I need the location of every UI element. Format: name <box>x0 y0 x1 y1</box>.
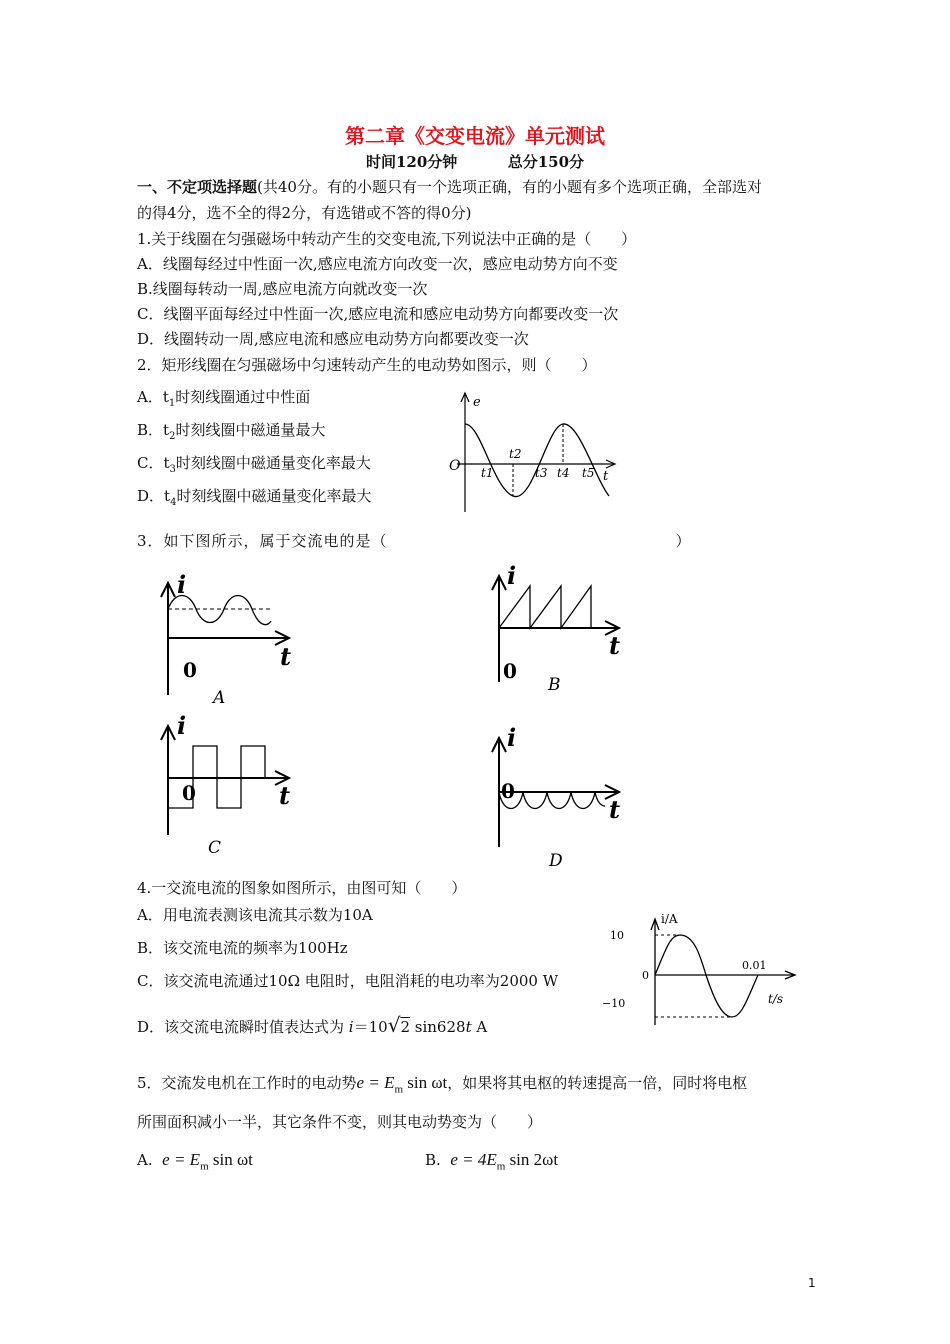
q1-stem: 1.关于线圈在匀强磁场中转动产生的交变电流,下列说法中正确的是（ ） <box>137 230 637 248</box>
q4-y-max: 10 <box>610 929 624 942</box>
q5-option-a: A. $e = E_m$ sin ωt <box>137 1150 253 1173</box>
q4-current-graph <box>600 905 800 1030</box>
q3b-caption: B <box>548 675 561 695</box>
q1-option-d: D．线圈转动一周,感应电流和感应电动势方向都要改变一次 <box>137 330 529 348</box>
q2-tick-t5: t5 <box>582 466 595 480</box>
q5-formula: $e = E_m$ sin ωt <box>356 1073 448 1096</box>
q3a-caption: A <box>213 688 226 708</box>
section-intro-2: 的得4分，选不全的得2分，有选错或不答的得0分) <box>137 204 472 222</box>
q3b-x-label: t <box>609 631 621 660</box>
q3a-origin: 0 <box>183 658 197 682</box>
q1-option-c: C．线圈平面每经过中性面一次,感应电流和感应电动势方向都要改变一次 <box>137 305 619 323</box>
exam-subtitle <box>0 151 950 172</box>
q1-option-b: B.线圈每转动一周,感应电流方向就改变一次 <box>137 280 428 298</box>
q3b-origin: 0 <box>503 659 517 683</box>
q4-option-c: C．该交流电流通过10Ω 电阻时，电阻消耗的电功率为2000 W <box>137 972 559 990</box>
page-title: 第二章《交变电流》单元测试 <box>345 124 605 148</box>
q5-stem-line1: 5．交流发电机在工作时的电动势$e = E_m$ sin ωt，如果将其电枢的转速提高一倍，同时将电枢 <box>137 1073 748 1096</box>
q3d-origin: 0 <box>501 779 515 803</box>
q4-option-a: A．用电流表测该电流其示数为10A <box>137 906 373 924</box>
section-heading <box>137 177 762 197</box>
q4-x-tick: 0.01 <box>742 959 767 972</box>
exam-score: 总分150分 <box>507 153 585 171</box>
q3c-origin: 0 <box>182 781 196 805</box>
q2-option-c: C．$t_3$时刻线圈中磁通量变化率最大 <box>137 454 371 475</box>
exam-time: 时间120分钟 <box>365 153 458 171</box>
q1-option-a: A．线圈每经过中性面一次,感应电流方向改变一次，感应电动势方向不变 <box>137 255 618 273</box>
q2-tick-t3: t3 <box>535 466 548 480</box>
q2-option-b: B．$t_2$时刻线圈中磁通量最大 <box>137 421 326 442</box>
q4-option-d: D．该交流电流瞬时值表达式为 i＝10√2 sin628t A <box>137 1013 488 1037</box>
q3b-y-label: i <box>507 561 517 590</box>
q3-figure-d <box>485 722 635 870</box>
q2-y-label: e <box>473 395 481 410</box>
q2-emf-graph <box>445 390 620 515</box>
q3c-x-label: t <box>279 781 291 810</box>
section-intro-1: (共40分。有的小题只有一个选项正确，有的小题有多个选项正确，全部选对 <box>257 178 762 196</box>
q3c-caption: C <box>208 838 222 858</box>
q3-figure-a <box>155 565 305 710</box>
q3d-caption: D <box>549 851 563 871</box>
q2-tick-t4: t4 <box>557 466 570 480</box>
q4-y-min: −10 <box>602 997 626 1010</box>
q2-option-a: A．$t_1$时刻线圈通过中性面 <box>137 388 311 409</box>
q4-y-label: i/A <box>661 912 678 926</box>
q2-tick-t2: t2 <box>509 447 522 461</box>
q2-tick-t1: t1 <box>481 466 494 480</box>
page-number: 1 <box>808 1276 816 1290</box>
q5-option-b: B. $e = 4E_m$ sin 2ωt <box>425 1150 559 1173</box>
q5-stem-line2: 所围面积减小一半，其它条件不变，则其电动势变为（ ） <box>137 1113 543 1131</box>
q2-origin: O <box>449 458 461 474</box>
q3a-y-label: i <box>177 570 187 599</box>
q4-option-b: B．该交流电流的频率为100Hz <box>137 939 348 957</box>
q2-stem: 2．矩形线圈在匀强磁场中匀速转动产生的电动势如图示，则（ ） <box>137 356 597 374</box>
q3-figure-b <box>485 560 635 700</box>
q2-x-label: t <box>603 469 609 484</box>
q3-stem: 3．如下图所示，属于交流电的是（ ） <box>137 532 692 550</box>
q3d-x-label: t <box>609 795 621 824</box>
q4-stem: 4.一交流电流的图象如图所示，由图可知（ ） <box>137 879 467 897</box>
q3a-x-label: t <box>280 642 292 671</box>
q4-origin: 0 <box>642 969 649 982</box>
q3d-y-label: i <box>507 723 517 752</box>
q4-x-label: t/s <box>768 992 784 1006</box>
q2-option-d: D．$t_4$时刻线圈中磁通量变化率最大 <box>137 487 372 508</box>
q3c-y-label: i <box>177 711 187 740</box>
section-title: 一、不定项选择题 <box>137 178 258 196</box>
q3-figure-c <box>155 710 305 860</box>
